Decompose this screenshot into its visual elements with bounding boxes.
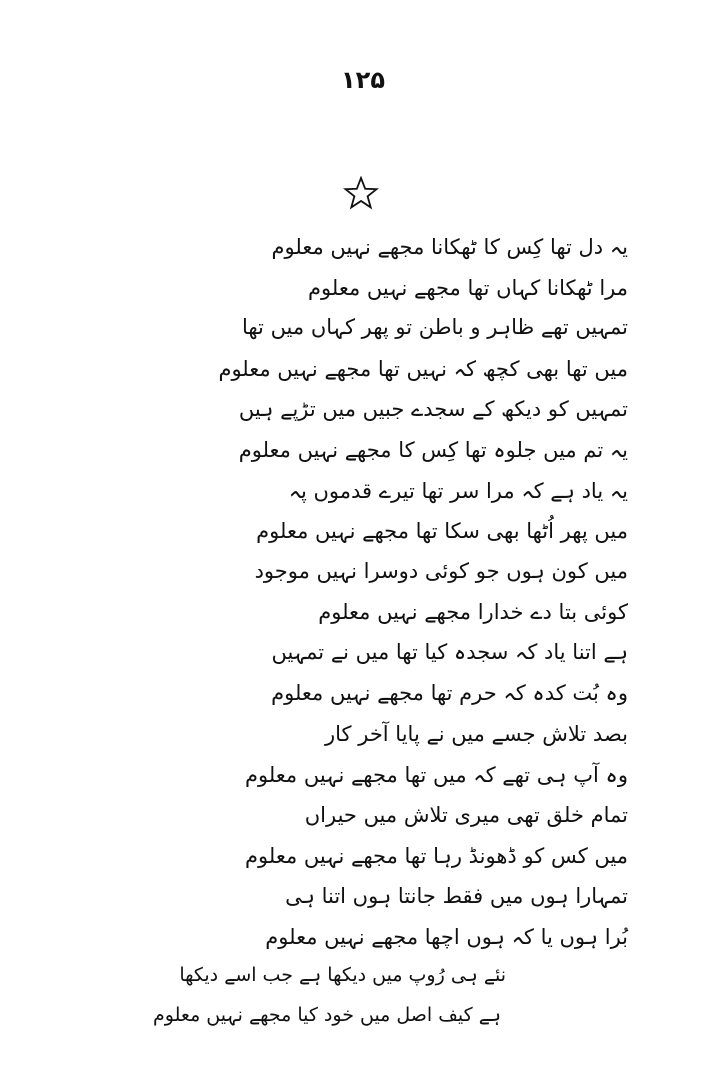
verse-line-7: یہ یاد ہے کہ مرا سر تھا تیرے قدموں پہ	[288, 479, 628, 503]
verse-line-6: یہ تم میں جلوہ تھا کِس کا مجھے نہیں معلوم	[238, 438, 628, 462]
verse-line-12: وہ بُت کدہ کہ حرم تھا مجھے نہیں معلوم	[271, 681, 628, 705]
verse-line-9: میں کون ہوں جو کوئی دوسرا نہیں موجود	[254, 559, 628, 583]
verse-line-15: تمام خلق تھی میری تلاش میں حیراں	[304, 803, 628, 827]
verse-line-19: نئے ہی رُوپ میں دیکھا ہے جب اسے دیکھا	[179, 964, 506, 986]
verse-line-13: بصد تلاش جسے میں نے پایا آخر کار	[325, 722, 628, 746]
verse-line-14: وہ آپ ہی تھے کہ میں تھا مجھے نہیں معلوم	[244, 763, 628, 787]
verse-line-2: مرا ٹھکانا کہاں تھا مجھے نہیں معلوم	[308, 276, 628, 300]
verse-line-3: تمہیں تھے ظاہر و باطن تو پھر کہاں میں تھا	[241, 315, 628, 339]
verse-line-17: تمہارا ہوں میں فقط جانتا ہوں اتنا ہی	[285, 884, 628, 908]
verse-line-4: میں تھا بھی کچھ کہ نہیں تھا مجھے نہیں معلوم	[218, 357, 628, 381]
verse-line-1: یہ دل تھا کِس کا ٹھکانا مجھے نہیں معلوم	[271, 235, 628, 259]
verse-line-10: کوئی بتا دے خدارا مجھے نہیں معلوم	[318, 600, 628, 624]
verse-line-18: بُرا ہوں یا کہ ہوں اچھا مجھے نہیں معلوم	[265, 925, 628, 949]
star-outline-icon	[343, 176, 379, 210]
page-number: ۱۲۵	[341, 66, 385, 94]
verse-line-11: ہے اتنا یاد کہ سجدہ کیا تھا میں نے تمہیں	[271, 640, 628, 664]
verse-line-8: میں پھر اُٹھا بھی سکا تھا مجھے نہیں معلوم	[256, 519, 628, 543]
verse-line-20: ہے کیف اصل میں خود کیا مجھے نہیں معلوم	[153, 1004, 501, 1026]
verse-line-16: میں کس کو ڈھونڈ رہا تھا مجھے نہیں معلوم	[245, 844, 628, 868]
verse-line-5: تمہیں کو دیکھ کے سجدے جبیں میں تڑپے ہیں	[238, 397, 628, 421]
